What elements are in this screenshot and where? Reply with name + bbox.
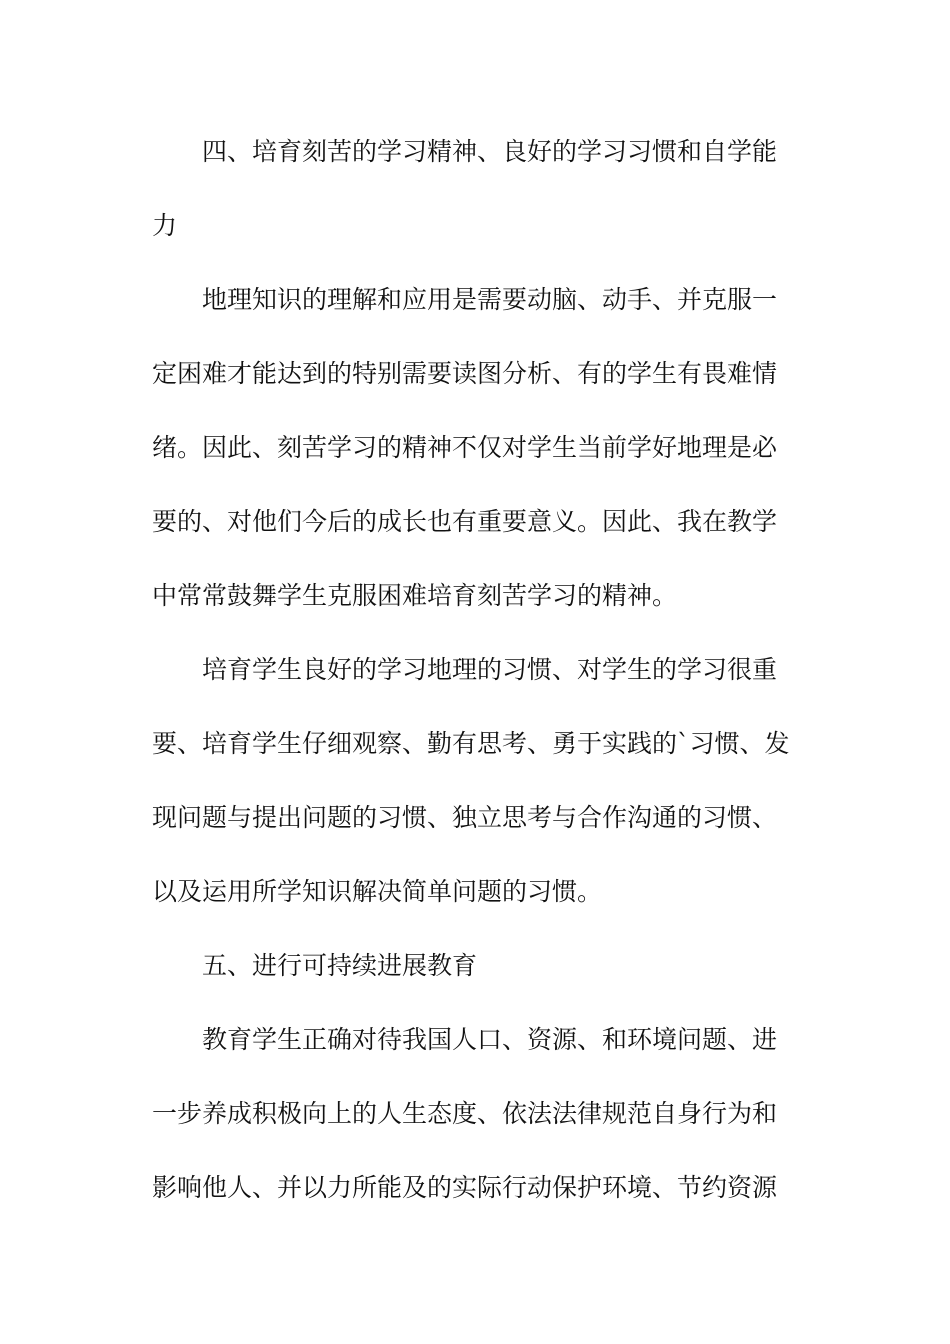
paragraph-line: 以及运用所学知识解决简单问题的习惯。 — [152, 877, 603, 906]
paragraph-line: 地理知识的理解和应用是需要动脑、动手、并克服一 — [202, 285, 778, 314]
paragraph-line: 要的、对他们今后的成长也有重要意义。因此、我在教学 — [152, 507, 778, 536]
paragraph-line: 绪。因此、刻苦学习的精神不仅对学生当前学好地理是必 — [152, 433, 778, 462]
paragraph-line: 要、培育学生仔细观察、勤有思考、勇于实践的`习惯、发 — [152, 729, 790, 758]
paragraph-line: 定困难才能达到的特别需要读图分析、有的学生有畏难情 — [152, 359, 778, 388]
heading-section-four-continued: 力 — [152, 211, 178, 240]
paragraph-line: 中常常鼓舞学生克服困难培育刻苦学习的精神。 — [152, 581, 678, 610]
heading-section-five: 五、进行可持续进展教育 — [202, 951, 478, 980]
paragraph-line: 培育学生良好的学习地理的习惯、对学生的学习很重 — [202, 655, 778, 684]
document-body — [152, 115, 802, 1225]
paragraph-line: 教育学生正确对待我国人口、资源、和环境问题、进 — [202, 1025, 778, 1054]
paragraph-line: 影响他人、并以力所能及的实际行动保护环境、节约资源 — [152, 1173, 778, 1202]
paragraph-line: 一步养成积极向上的人生态度、依法法律规范自身行为和 — [152, 1099, 778, 1128]
heading-section-four: 四、培育刻苦的学习精神、良好的学习习惯和自学能 — [202, 137, 778, 166]
paragraph-line: 现问题与提出问题的习惯、独立思考与合作沟通的习惯、 — [152, 803, 778, 832]
